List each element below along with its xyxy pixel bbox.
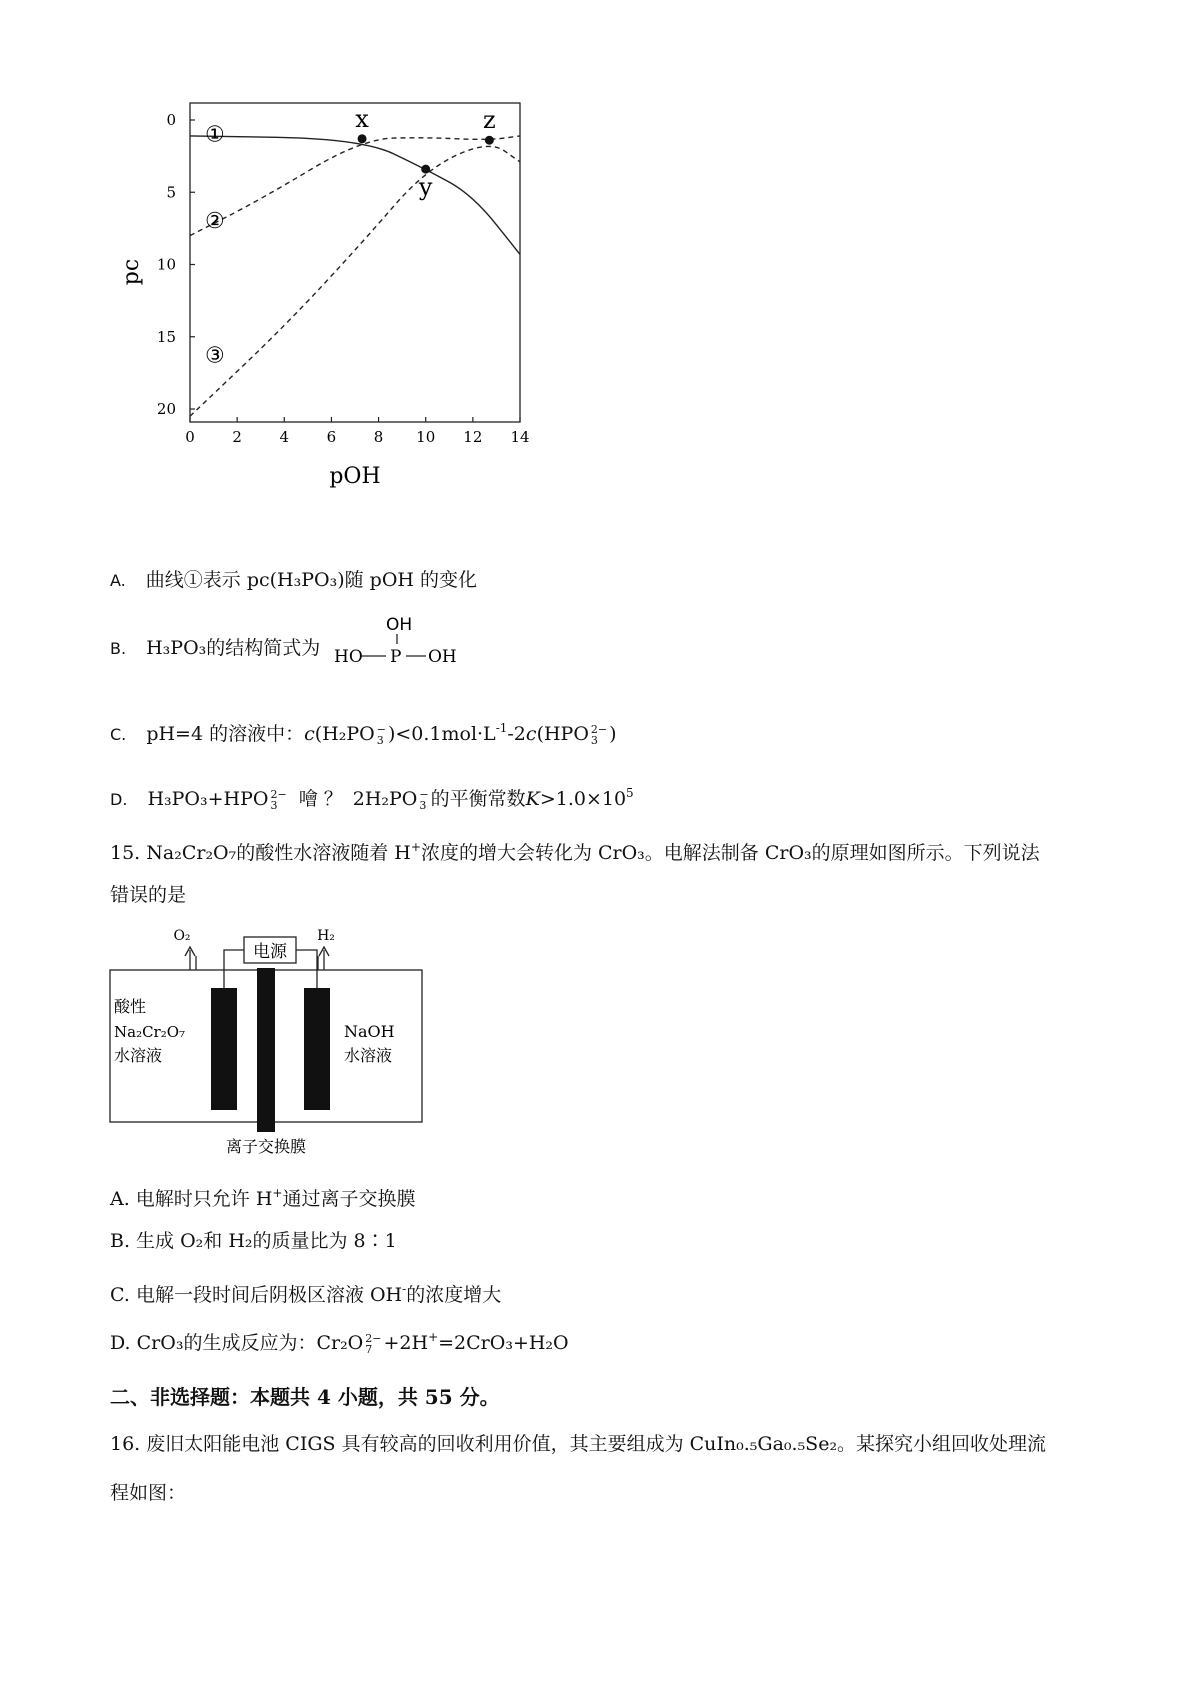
h2-label: H₂	[317, 928, 335, 944]
option-text-3: 的平衡常数	[430, 788, 526, 810]
x-tick-label: 8	[373, 428, 384, 446]
option-text-4: >1.0×10	[539, 788, 627, 810]
series-line-3	[190, 146, 520, 416]
q16-line-1: 16. 废旧太阳能电池 CIGS 具有较高的回收利用价值，其主要组成为 CuIn₀.₅Ga₀.₅Se₂。某探究小组回收处理流	[110, 1433, 1047, 1455]
o2-outlet-arrow	[185, 947, 196, 970]
q14-option-c	[110, 716, 617, 747]
point-label-y: y	[418, 173, 433, 202]
option-text: H₃PO₃的结构简式为	[146, 637, 321, 659]
left-solution-line-3: 水溶液	[114, 1046, 163, 1065]
option-text-6: )	[609, 723, 617, 745]
x-tick-label: 14	[510, 428, 530, 446]
point-z	[485, 136, 494, 145]
point-label-x: x	[355, 104, 369, 133]
q15-option-b: B. 生成 O₂和 H₂的质量比为 8∶1	[110, 1230, 397, 1252]
ion-charge: 2− 7	[365, 1332, 382, 1356]
option-letter: C.	[110, 725, 127, 744]
series-line-1	[190, 136, 520, 254]
option-text-1: H₃PO₃+HPO	[147, 788, 269, 810]
k-symbol: K	[525, 788, 540, 810]
y-axis-label: pc	[119, 258, 144, 286]
q16-line-2: 程如图：	[110, 1482, 187, 1504]
option-letter: B.	[110, 639, 127, 658]
exponent: 5	[626, 786, 634, 800]
ion-charge: 2− 3	[590, 723, 608, 747]
y-tick-label: 15	[156, 327, 176, 346]
option-text: 曲线①表示 pc(H₃PO₃)随 pOH 的变化	[145, 569, 478, 591]
ion-charge: 2− 3	[270, 788, 287, 812]
right-solution-line-1: NaOH	[344, 1022, 395, 1041]
option-text-2: 2H₂PO	[352, 788, 418, 810]
h2-outlet-arrow	[318, 947, 329, 970]
structure-right-oh: OH	[428, 647, 457, 667]
anode-electrode	[211, 988, 237, 1110]
q15-option-a: A. 电解时只允许 H+通过离子交换膜	[110, 1186, 416, 1210]
series-label-3: ③	[204, 343, 225, 369]
electrolysis-diagram	[100, 920, 440, 1165]
left-solution-line-2: Na₂Cr₂O₇	[114, 1023, 186, 1041]
option-text-2: (H₂PO	[314, 723, 375, 745]
series-label-2: ②	[204, 209, 225, 235]
h3po3-structure-formula	[330, 612, 460, 672]
concentration-c: c	[304, 723, 315, 745]
plot-frame	[190, 103, 520, 422]
option-text-5: (HPO	[536, 723, 589, 745]
option-text-1: pH=4 的溶液中：	[146, 723, 305, 745]
right-solution-line-2: 水溶液	[344, 1046, 393, 1065]
x-tick-label: 12	[463, 428, 483, 446]
y-tick-label: 0	[166, 111, 176, 129]
option-text-3: )<0.1mol·L	[387, 723, 496, 745]
x-tick-label: 0	[185, 428, 195, 446]
power-source-label: 电源	[253, 942, 287, 962]
equilibrium-arrow: 噲 ？	[298, 788, 343, 810]
y-tick-label: 5	[166, 183, 176, 202]
structure-top-oh: OH	[386, 615, 413, 635]
point-x	[358, 134, 367, 143]
ion-charge: − 3	[376, 723, 386, 747]
left-solution-line-1: 酸性	[114, 997, 147, 1016]
q15-stem-line-2: 错误的是	[110, 884, 187, 906]
x-tick-label: 6	[326, 428, 337, 446]
q14-option-d	[110, 781, 634, 812]
x-tick-label: 2	[232, 428, 242, 446]
membrane-label: 离子交换膜	[225, 1137, 307, 1156]
series-line-2	[190, 136, 520, 236]
point-label-z: z	[483, 106, 496, 135]
x-axis-label: pOH	[329, 464, 381, 489]
wire-left	[224, 950, 244, 988]
series-label-1: ①	[204, 122, 225, 148]
ion-charge: − 3	[419, 788, 429, 812]
q14-option-a	[110, 568, 477, 593]
exponent: -1	[495, 721, 508, 735]
o2-label: O₂	[173, 928, 191, 944]
y-tick-label: 10	[156, 255, 176, 274]
ion-exchange-membrane	[257, 968, 275, 1132]
y-tick-label: 20	[156, 400, 176, 418]
structure-left-ho: HO	[334, 647, 363, 667]
wire-right	[296, 950, 317, 988]
q14-option-b	[110, 636, 320, 661]
q15-stem-line-1: 15. Na₂Cr₂O₇的酸性水溶液随着 H+浓度的增大会转化为 CrO₃。电解法制备 CrO₃的原理如图所示。下列说法	[110, 840, 1040, 864]
option-text-4: -2	[507, 723, 526, 745]
pc-poh-chart	[100, 90, 540, 510]
section-heading: 二、非选择题：本题共 4 小题，共 55 分。	[110, 1385, 500, 1409]
cathode-electrode	[304, 988, 330, 1110]
structure-p: P	[390, 647, 402, 667]
option-letter: D.	[110, 790, 128, 809]
q15-option-c: C. 电解一段时间后阴极区溶液 OH-的浓度增大	[110, 1282, 502, 1306]
option-letter: A.	[110, 571, 126, 590]
concentration-c: c	[525, 723, 537, 745]
x-tick-label: 4	[279, 428, 290, 446]
x-tick-label: 10	[416, 428, 436, 446]
q15-option-d: D. CrO₃的生成反应为：Cr₂O 2− 7 +2H+=2CrO₃+H₂O	[110, 1330, 569, 1356]
